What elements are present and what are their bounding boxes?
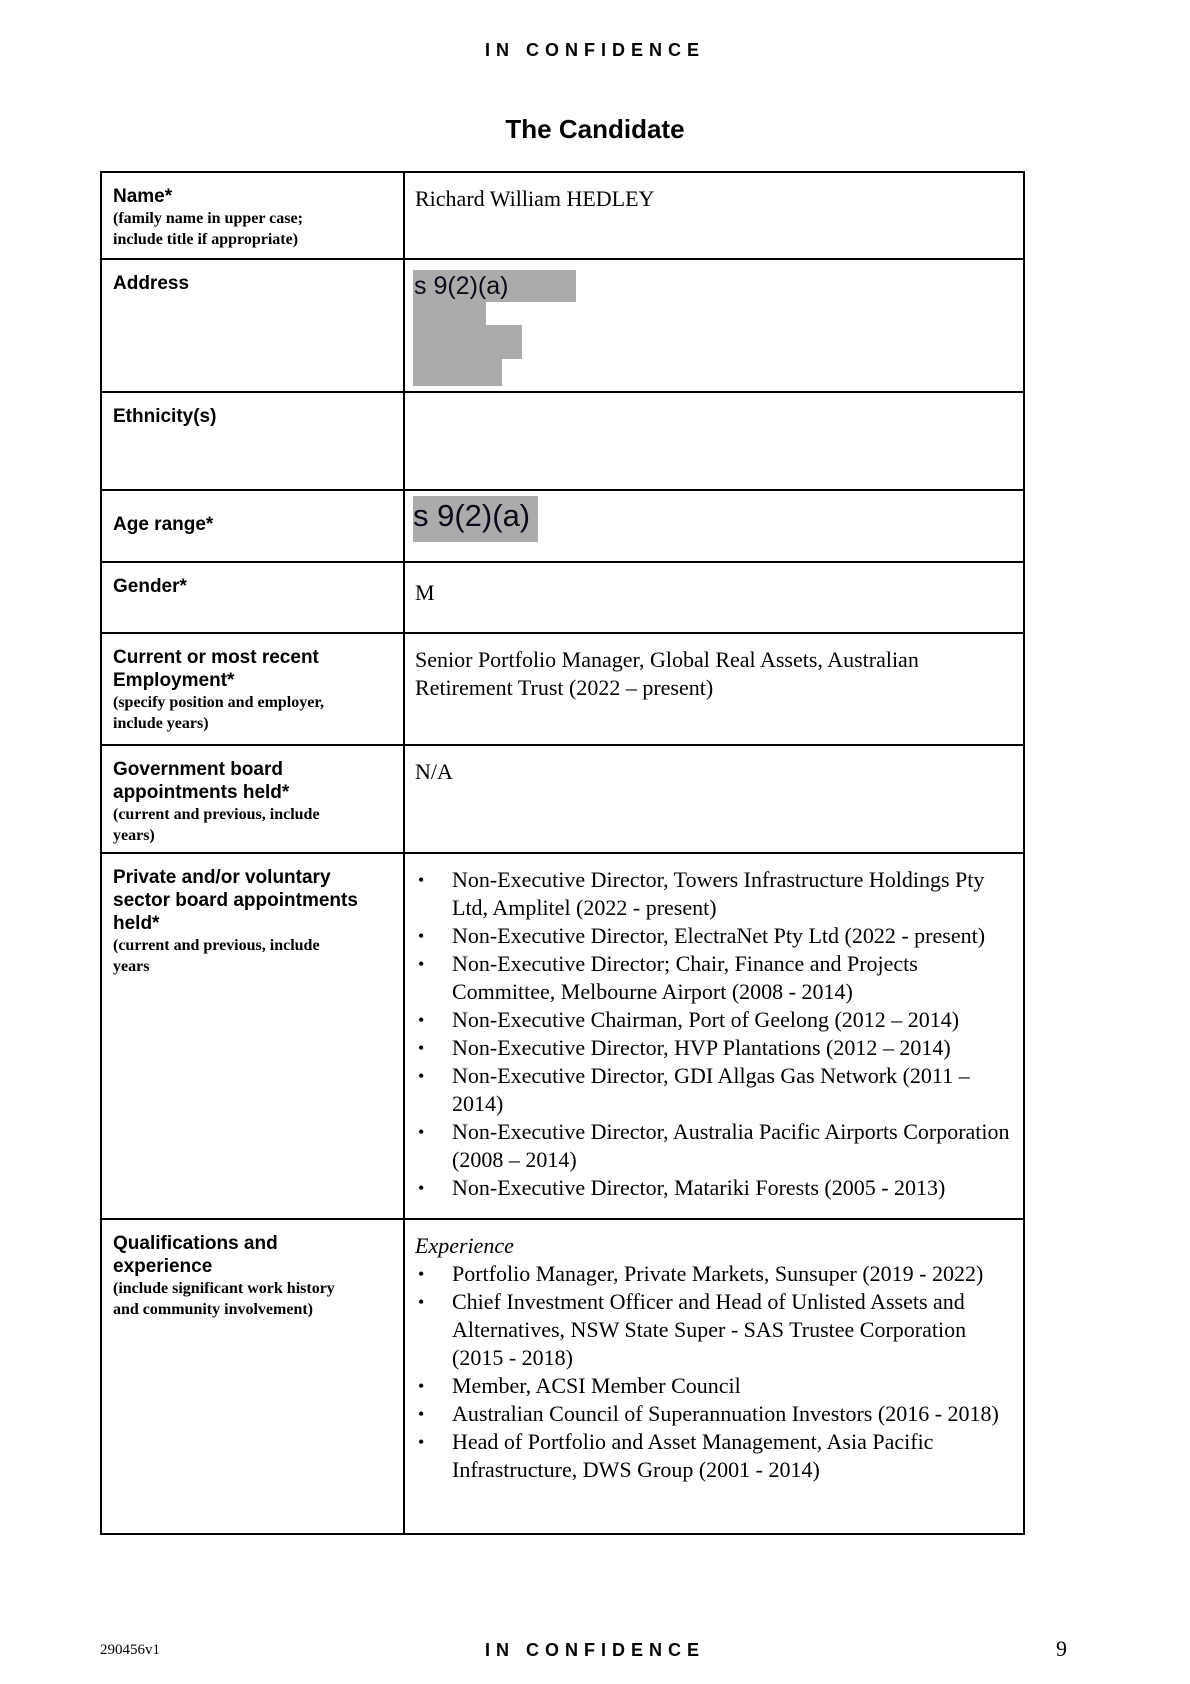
private-boards-label-cell bbox=[101, 853, 404, 1219]
address-value-cell bbox=[404, 259, 1024, 392]
age-range-label-cell bbox=[101, 490, 404, 562]
private-boards-list bbox=[415, 866, 1013, 1202]
header-confidentiality-marking: IN CONFIDENCE bbox=[484, 40, 705, 60]
private-boards-label: Private and/or voluntary sector board appointments held* bbox=[113, 867, 358, 934]
experience-heading: Experience bbox=[415, 1233, 514, 1258]
redaction-label: s 9(2)(a) bbox=[413, 270, 576, 302]
name-value: Richard William HEDLEY bbox=[415, 186, 655, 211]
list-item: • Non-Executive Director, Australia Pacific Airports Corporation (2008 – 2014) bbox=[418, 1119, 1010, 1172]
list-item: • Member, ACSI Member Council bbox=[418, 1373, 741, 1398]
bullet-icon: • bbox=[418, 1066, 425, 1086]
address-label: Address bbox=[113, 273, 190, 294]
ethnicity-value-cell bbox=[404, 392, 1024, 490]
gender-label-cell bbox=[101, 562, 404, 633]
employment-label-cell bbox=[101, 633, 404, 745]
name-value-cell bbox=[404, 172, 1024, 259]
address-label-cell bbox=[101, 259, 404, 392]
age-range-value-cell bbox=[404, 490, 1024, 562]
bullet-icon: • bbox=[418, 870, 425, 890]
gender-label: Gender* bbox=[113, 576, 187, 597]
qualifications-hint: (include significant work history and community involvement) bbox=[113, 1280, 335, 1318]
ethnicity-label-cell bbox=[101, 392, 404, 490]
row-private-boards bbox=[101, 853, 1024, 1219]
list-item: • Non-Executive Director, Matariki Forests (2005 - 2013) bbox=[418, 1175, 946, 1200]
bullet-icon: • bbox=[418, 1264, 425, 1284]
employment-label: Current or most recent Employment* bbox=[113, 647, 319, 691]
bullet-icon: • bbox=[418, 926, 425, 946]
list-item: • Australian Council of Superannuation Investors (2016 - 2018) bbox=[418, 1401, 999, 1426]
government-boards-label-cell bbox=[101, 745, 404, 853]
row-address bbox=[101, 259, 1024, 392]
name-label-cell bbox=[101, 172, 404, 259]
qualifications-value-cell bbox=[404, 1219, 1024, 1534]
row-employment bbox=[101, 633, 1024, 745]
government-boards-value: N/A bbox=[415, 759, 453, 784]
redaction-block bbox=[413, 302, 486, 325]
row-government-boards bbox=[101, 745, 1024, 853]
name-label: Name* bbox=[113, 186, 173, 207]
experience-list bbox=[415, 1260, 1013, 1484]
qualifications-label: Qualifications and experience bbox=[113, 1233, 278, 1277]
bullet-icon: • bbox=[418, 1292, 425, 1312]
name-hint: (family name in upper case; include title if appropriate) bbox=[113, 210, 303, 248]
bullet-icon: • bbox=[418, 1432, 425, 1452]
list-item: • Non-Executive Director, HVP Plantations (2012 – 2014) bbox=[418, 1035, 951, 1060]
footer-confidentiality-marking: IN CONFIDENCE bbox=[484, 1640, 705, 1660]
document-id: 290456v1 bbox=[100, 1642, 160, 1658]
redaction-label: s 9(2)(a) bbox=[413, 496, 538, 542]
page-number: 9 bbox=[1056, 1636, 1067, 1661]
list-item: • Non-Executive Director, ElectraNet Pty Ltd (2022 - present) bbox=[418, 923, 986, 948]
row-qualifications bbox=[101, 1219, 1024, 1534]
qualifications-label-cell bbox=[101, 1219, 404, 1534]
list-item: • Non-Executive Director; Chair, Finance and Projects Committee, Melbourne Airport (2008 - 2014) bbox=[418, 951, 918, 1004]
government-boards-value-cell bbox=[404, 745, 1024, 853]
bullet-icon: • bbox=[418, 1376, 425, 1396]
age-range-label: Age range* bbox=[113, 514, 214, 535]
candidate-form-table bbox=[100, 171, 1025, 1535]
row-ethnicity bbox=[101, 392, 1024, 490]
bullet-icon: • bbox=[418, 1010, 425, 1030]
bullet-icon: • bbox=[418, 954, 425, 974]
list-item: • Portfolio Manager, Private Markets, Sunsuper (2019 - 2022) bbox=[418, 1261, 984, 1286]
list-item: • Non-Executive Director, Towers Infrastructure Holdings Pty Ltd, Amplitel (2022 - present) bbox=[418, 867, 985, 920]
list-item: • Non-Executive Director, GDI Allgas Gas Network (2011 – 2014) bbox=[418, 1063, 970, 1116]
bullet-icon: • bbox=[418, 1178, 425, 1198]
employment-hint: (specify position and employer, include years) bbox=[113, 694, 324, 732]
bullet-icon: • bbox=[418, 1038, 425, 1058]
list-item: • Chief Investment Officer and Head of Unlisted Assets and Alternatives, NSW State Super - SAS Trustee Corporation (2015 - 2018) bbox=[418, 1289, 967, 1370]
private-boards-value-cell bbox=[404, 853, 1024, 1219]
government-boards-label: Government board appointments held* bbox=[113, 759, 290, 803]
gender-value: M bbox=[415, 580, 435, 605]
row-name bbox=[101, 172, 1024, 259]
redaction-block bbox=[413, 325, 522, 359]
redaction-block bbox=[413, 359, 502, 386]
list-item: • Head of Portfolio and Asset Management, Asia Pacific Infrastructure, DWS Group (2001 - 2014) bbox=[418, 1429, 934, 1482]
row-gender bbox=[101, 562, 1024, 633]
employment-value-cell bbox=[404, 633, 1024, 745]
bullet-icon: • bbox=[418, 1122, 425, 1142]
private-boards-hint: (current and previous, include years bbox=[113, 937, 320, 975]
row-age-range bbox=[101, 490, 1024, 562]
gender-value-cell bbox=[404, 562, 1024, 633]
bullet-icon: • bbox=[418, 1404, 425, 1424]
employment-value: Senior Portfolio Manager, Global Real Assets, Australian Retirement Trust (2022 – present) bbox=[415, 647, 919, 700]
government-boards-hint: (current and previous, include years) bbox=[113, 806, 320, 844]
page-title: The Candidate bbox=[505, 114, 685, 144]
list-item: • Non-Executive Chairman, Port of Geelong (2012 – 2014) bbox=[418, 1007, 960, 1032]
ethnicity-label: Ethnicity(s) bbox=[113, 406, 217, 427]
